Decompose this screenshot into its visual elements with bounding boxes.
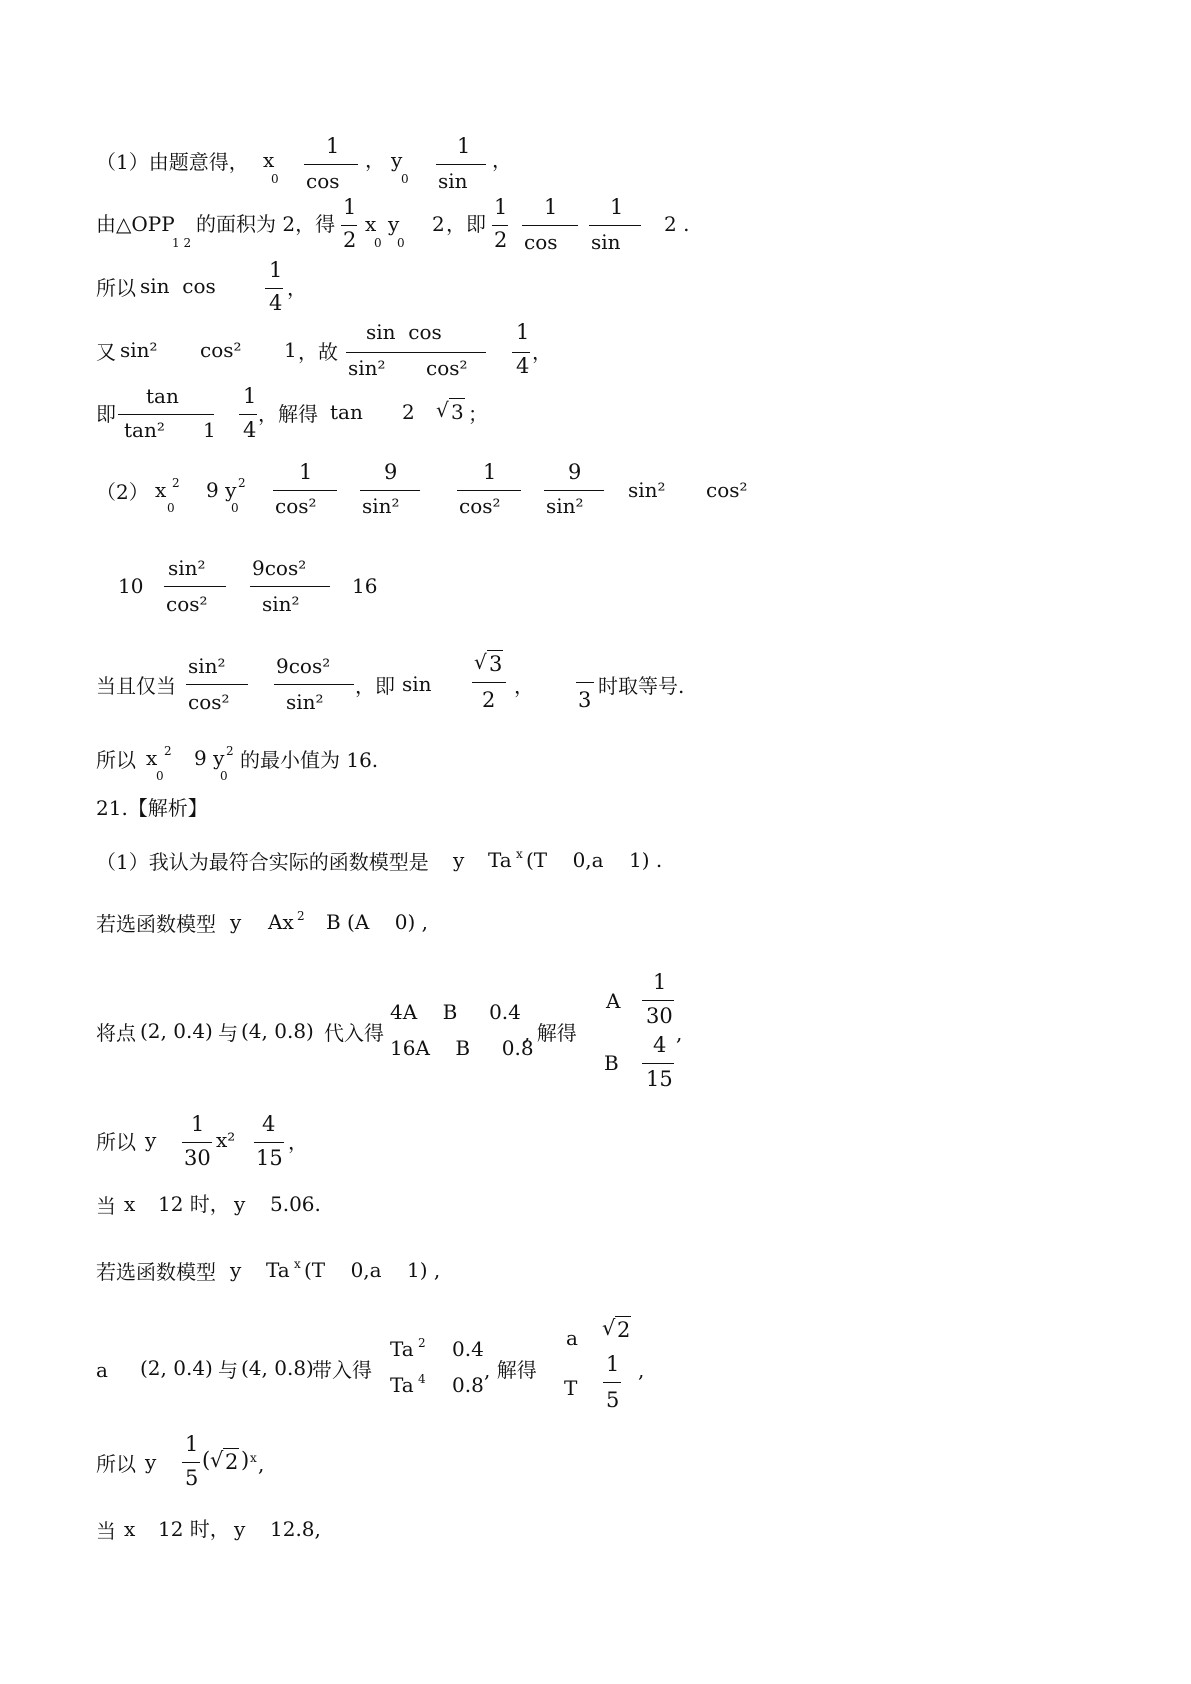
text: 与 <box>218 1358 238 1382</box>
value: 0.4 <box>452 1337 484 1361</box>
denominator: 4 <box>269 291 283 315</box>
text: 12 时， <box>158 1517 230 1541</box>
text: ，解得 <box>258 402 318 426</box>
fraction-bar <box>642 1063 674 1064</box>
superscript: 2 <box>172 476 180 490</box>
denominator: 3 <box>578 688 592 712</box>
numerator: 9cos² <box>252 556 307 580</box>
fraction-bar <box>118 414 214 415</box>
numerator: 1 <box>269 258 283 282</box>
point: (2, 0.4) <box>140 1019 213 1043</box>
superscript: 2 <box>164 744 172 758</box>
var-x: x <box>155 478 167 502</box>
text: （1）由题意得， <box>96 150 249 174</box>
text: 将点 <box>96 1021 136 1045</box>
denominator: 4 <box>516 354 530 378</box>
fraction-bar <box>522 225 578 226</box>
numerator: sin² <box>168 556 206 580</box>
expression: sin² <box>628 478 666 502</box>
sqrt-icon: √ <box>474 650 487 674</box>
value: 2 <box>432 212 445 236</box>
fraction-bar <box>182 1462 200 1463</box>
numerator: 1 <box>516 320 530 344</box>
numerator: 1 <box>299 460 313 484</box>
var-x: x <box>263 148 275 172</box>
denominator: sin² <box>362 494 400 518</box>
condition: (T 0,a 1) . <box>526 848 663 872</box>
radicand: 2 <box>225 1450 239 1474</box>
value: 2 . <box>664 212 690 236</box>
text: ， <box>532 340 552 364</box>
denominator: 15 <box>646 1067 673 1091</box>
numerator: sin cos <box>366 320 442 344</box>
denominator: sin² <box>286 690 324 714</box>
superscript: 2 <box>238 476 246 490</box>
var-B: B <box>604 1051 619 1075</box>
fraction-bar <box>512 352 530 353</box>
denominator: 2 <box>482 688 496 712</box>
denominator: 30 <box>646 1004 673 1028</box>
superscript: x <box>294 1257 301 1271</box>
numerator: tan <box>146 384 179 408</box>
radical-bar <box>223 1448 239 1449</box>
text: 由△OPP <box>96 212 175 236</box>
superscript: 2 <box>418 1336 426 1350</box>
text: 若选函数模型 <box>96 1260 216 1284</box>
term: 9 y <box>206 478 237 502</box>
var-y: y <box>391 148 403 172</box>
text: ，故 <box>298 340 338 364</box>
term: Ta <box>488 848 512 872</box>
var-x: x <box>365 212 377 236</box>
numerator: 1 <box>610 195 624 219</box>
var-x: x <box>124 1192 136 1216</box>
text: ，即 <box>355 674 395 698</box>
expression: cos² <box>200 338 242 362</box>
fraction-bar <box>341 225 357 226</box>
fraction-bar <box>603 1382 621 1383</box>
fraction-bar <box>250 586 330 587</box>
superscript: 4 <box>418 1372 426 1386</box>
subscript: 0 <box>374 236 382 250</box>
equation: 4A B 0.4 <box>390 1000 521 1024</box>
fraction-bar <box>472 682 506 683</box>
denominator: sin <box>591 230 621 254</box>
text: 时取等号. <box>598 674 685 698</box>
fraction-bar <box>254 1142 284 1143</box>
var-y: y <box>234 1517 246 1541</box>
var-y: y <box>234 1192 246 1216</box>
text: , 解得 <box>484 1358 537 1382</box>
point: (4, 0.8) <box>241 1356 314 1380</box>
text: , <box>676 1021 683 1045</box>
radicand: 3 <box>489 652 503 676</box>
value: 2 <box>402 400 415 424</box>
text: 所以 <box>96 748 136 772</box>
value: 5.06. <box>270 1192 321 1216</box>
subscript: 0 <box>231 501 239 515</box>
denominator: sin² <box>348 356 386 380</box>
equation: 16A B 0.8 <box>390 1036 534 1060</box>
text: 又 <box>96 340 116 364</box>
numerator: 1 <box>483 460 497 484</box>
paren: ) <box>241 1448 250 1472</box>
text: （2） <box>96 480 149 504</box>
denominator: 30 <box>184 1146 211 1170</box>
subscript: 0 <box>220 769 228 783</box>
var-A: A <box>606 989 621 1013</box>
numerator: 1 <box>343 195 357 219</box>
var-y: y <box>145 1450 157 1474</box>
fraction-bar <box>164 586 226 587</box>
sqrt-icon: √ <box>210 1448 224 1472</box>
subscript: 0 <box>156 769 164 783</box>
sqrt-icon: √ <box>436 398 449 422</box>
superscript: 2 <box>226 744 234 758</box>
text: 当且仅当 <box>96 674 176 698</box>
text: 所以 <box>96 276 136 300</box>
superscript: 2 <box>297 909 305 923</box>
fraction-bar <box>457 490 521 491</box>
fraction-bar <box>273 490 337 491</box>
term: 9 y <box>194 746 225 770</box>
var-a: a <box>566 1326 578 1350</box>
numerator: 9 <box>568 460 582 484</box>
subscript: 1 2 <box>172 236 192 250</box>
denominator: cos² <box>459 494 501 518</box>
expression: sin cos <box>140 274 216 298</box>
term: Ax <box>268 910 294 934</box>
text: （1）我认为最符合实际的函数模型是 <box>96 850 429 874</box>
numerator: 1 <box>243 384 257 408</box>
denominator: 5 <box>185 1466 199 1490</box>
numerator: 1 <box>544 195 558 219</box>
point: (2, 0.4) <box>140 1356 213 1380</box>
expression: sin <box>402 672 432 696</box>
fraction-bar <box>589 225 641 226</box>
text: 与 <box>218 1021 238 1045</box>
denominator: cos² <box>426 356 468 380</box>
expression: cos² <box>706 478 748 502</box>
expression: tan <box>330 400 363 424</box>
text: 若选函数模型 <box>96 912 216 936</box>
value: 0.8 <box>452 1373 484 1397</box>
value: 1 <box>284 338 297 362</box>
fraction-bar <box>186 684 248 685</box>
fraction-bar <box>182 1142 212 1143</box>
value: 12.8, <box>270 1517 321 1541</box>
text: 的最小值为 16. <box>240 748 379 772</box>
denominator: 1 <box>203 418 216 442</box>
radicand: 2 <box>617 1318 631 1342</box>
fraction-bar <box>239 414 257 415</box>
text: , <box>258 1452 265 1476</box>
text: 的面积为 2，得 <box>196 212 336 236</box>
term: x² <box>216 1128 236 1152</box>
numerator: 1 <box>494 195 508 219</box>
fraction-bar <box>544 490 604 491</box>
var-y: y <box>453 848 465 872</box>
text: , 解得 <box>524 1021 577 1045</box>
equation: Ta <box>390 1337 414 1361</box>
paren: ( <box>202 1448 211 1472</box>
text: 12 时， <box>158 1192 230 1216</box>
fraction-bar <box>346 352 486 353</box>
fraction-bar <box>360 490 420 491</box>
subscript: 0 <box>401 172 409 186</box>
denominator: cos² <box>166 592 208 616</box>
fraction-bar <box>304 164 358 165</box>
numerator: 9cos² <box>276 654 331 678</box>
text: 所以 <box>96 1452 136 1476</box>
denominator: sin² <box>546 494 584 518</box>
expression: sin² <box>120 338 158 362</box>
fraction-bar <box>642 1000 674 1001</box>
denominator: 15 <box>256 1146 283 1170</box>
text: ， <box>365 148 385 172</box>
radical-bar <box>615 1316 631 1317</box>
section-heading: 21.【解析】 <box>96 796 208 820</box>
term: Ta <box>266 1258 290 1282</box>
numerator: 1 <box>457 134 471 158</box>
numerator: 1 <box>326 134 340 158</box>
var-y: y <box>388 212 400 236</box>
fraction-bar <box>492 225 508 226</box>
numerator: sin² <box>188 654 226 678</box>
denominator: sin <box>438 169 468 193</box>
numerator: 4 <box>262 1112 276 1136</box>
fraction-bar <box>436 164 486 165</box>
radical-bar <box>449 398 465 399</box>
numerator: 4 <box>653 1033 667 1057</box>
value: 16 <box>352 574 378 598</box>
subscript: 0 <box>167 501 175 515</box>
text: 当 <box>96 1194 116 1218</box>
var-x: x <box>146 746 158 770</box>
numerator: 1 <box>185 1432 199 1456</box>
condition: B (A 0) , <box>326 910 428 934</box>
radicand: 3 <box>451 400 464 424</box>
fraction-bar <box>274 684 354 685</box>
denominator: 4 <box>243 418 257 442</box>
denominator: sin² <box>262 592 300 616</box>
var-y: y <box>230 1258 242 1282</box>
var-x: x <box>124 1517 136 1541</box>
subscript: 0 <box>271 172 279 186</box>
text: 带入得 <box>312 1358 372 1382</box>
numerator: 1 <box>606 1352 620 1376</box>
var-T: T <box>564 1376 578 1400</box>
text: 代入得 <box>324 1021 384 1045</box>
text: ， <box>514 674 534 698</box>
text: ； <box>468 402 488 426</box>
denominator: 2 <box>343 228 357 252</box>
text: a <box>96 1358 108 1382</box>
denominator: 2 <box>494 228 508 252</box>
denominator: cos² <box>275 494 317 518</box>
numerator: 9 <box>384 460 398 484</box>
denominator: cos <box>524 230 558 254</box>
var-y: y <box>145 1128 157 1152</box>
radical-bar <box>487 650 503 651</box>
text: ， <box>287 276 307 300</box>
numerator: 1 <box>191 1112 205 1136</box>
superscript: x <box>250 1451 257 1465</box>
fraction-bar <box>576 682 594 683</box>
numerator: 1 <box>653 970 667 994</box>
equation: Ta <box>390 1373 414 1397</box>
text: 即 <box>96 402 116 426</box>
text: 当 <box>96 1519 116 1543</box>
text: ，即 <box>446 212 486 236</box>
text: , <box>638 1358 645 1382</box>
superscript: x <box>516 847 523 861</box>
condition: (T 0,a 1) , <box>304 1258 441 1282</box>
fraction-bar <box>265 288 283 289</box>
denominator: cos <box>306 169 340 193</box>
text: ， <box>288 1130 308 1154</box>
value: 10 <box>118 574 144 598</box>
point: (4, 0.8) <box>241 1019 314 1043</box>
text: ， <box>492 148 512 172</box>
denominator: 5 <box>606 1388 620 1412</box>
denominator: tan² <box>124 418 165 442</box>
var-y: y <box>230 910 242 934</box>
sqrt-icon: √ <box>602 1316 616 1340</box>
denominator: cos² <box>188 690 230 714</box>
subscript: 0 <box>397 236 405 250</box>
text: 所以 <box>96 1130 136 1154</box>
